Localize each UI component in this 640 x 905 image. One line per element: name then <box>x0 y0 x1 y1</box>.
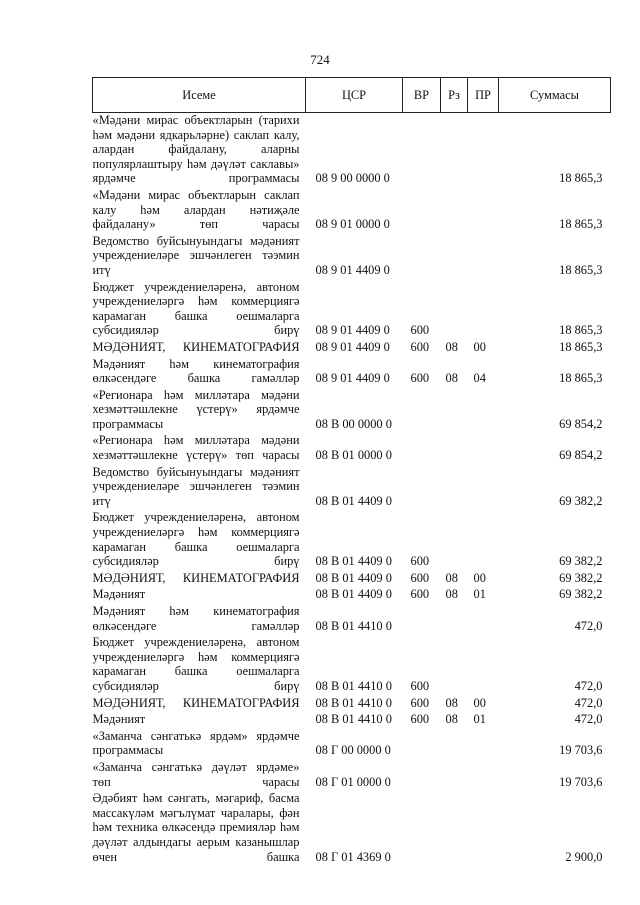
row-sum: 69 382,2 <box>559 493 603 508</box>
row-rz <box>441 791 468 866</box>
row-csr: 08 Г 01 4369 0 <box>315 849 391 864</box>
row-sum: 69 382,2 <box>559 587 603 602</box>
row-vr <box>403 433 441 464</box>
row-sum: 69 854,2 <box>559 416 603 431</box>
table-row <box>93 340 611 357</box>
row-vr: 600 <box>410 339 430 354</box>
row-csr: 08 9 01 4409 0 <box>315 339 390 354</box>
row-name: Бюджет учреждениеләренә, автоном учреждениеләргә һәм коммерциягә карамаган башка оешмаларга субсидияләр бирү <box>92 510 300 569</box>
row-pr: 00 <box>473 570 486 585</box>
row-vr <box>403 791 441 866</box>
row-sum: 2 900,0 <box>565 849 603 864</box>
budget-table <box>92 77 611 866</box>
table-row <box>93 791 611 866</box>
page-number: 724 <box>310 52 330 67</box>
row-rz: 08 <box>445 371 458 386</box>
header-name: Исеме <box>93 78 306 113</box>
row-pr <box>468 188 499 234</box>
table-header-row <box>93 78 611 113</box>
row-vr: 600 <box>410 323 430 338</box>
row-pr <box>468 510 499 570</box>
row-pr <box>468 433 499 464</box>
row-csr: 08 В 01 4410 0 <box>315 678 392 693</box>
row-pr <box>468 465 499 511</box>
row-sum: 69 382,2 <box>559 554 603 569</box>
row-pr: 04 <box>473 371 486 386</box>
header-sum: Суммасы <box>499 78 611 113</box>
row-rz: 08 <box>445 570 458 585</box>
row-sum: 18 865,3 <box>559 171 603 186</box>
row-vr: 600 <box>410 587 430 602</box>
row-pr: 01 <box>473 712 486 727</box>
row-rz <box>441 604 468 635</box>
row-csr: 08 Г 01 0000 0 <box>315 774 391 789</box>
header-vr: ВР <box>403 78 441 113</box>
table-row <box>93 712 611 729</box>
row-vr: 600 <box>410 695 430 710</box>
row-vr <box>403 465 441 511</box>
row-pr <box>468 280 499 340</box>
row-vr <box>403 729 441 760</box>
row-name: Бюджет учреждениеләренә, автоном учреждениеләргә һәм коммерциягә карамаган башка оешмаларга субсидияләр бирү <box>92 279 300 338</box>
row-csr: 08 В 01 4409 0 <box>315 570 392 585</box>
row-pr <box>468 760 499 791</box>
row-rz <box>441 635 468 695</box>
row-name: Бюджет учреждениеләренә, автоном учреждениеләргә һәм коммерциягә карамаган башка оешмаларга субсидияләр бирү <box>92 635 300 693</box>
row-name: «Регионара һәм милләтара мәдәни хезмәттәшлекне үстерү» төп чарасы <box>92 433 300 463</box>
row-sum: 472,0 <box>574 678 603 693</box>
row-name: Мәдәният һәм кинематография өлкәсендәге гамәлләр <box>92 604 300 633</box>
row-rz <box>441 465 468 511</box>
row-rz <box>441 510 468 570</box>
row-sum: 18 865,3 <box>559 323 603 338</box>
row-pr <box>468 113 499 188</box>
row-sum: 18 865,3 <box>559 262 603 277</box>
row-pr <box>468 234 499 280</box>
row-name: Ведомство буйсынуындагы мәдәният учреждениеләре эшчәнлеген тәэмин итү <box>92 464 300 508</box>
row-vr <box>403 234 441 280</box>
row-csr: 08 В 01 0000 0 <box>315 448 392 463</box>
row-sum: 69 854,2 <box>559 448 603 463</box>
row-sum: 18 865,3 <box>559 339 603 354</box>
row-vr: 600 <box>410 371 430 386</box>
table-row <box>93 188 611 234</box>
row-sum: 18 865,3 <box>559 371 603 386</box>
row-vr <box>403 113 441 188</box>
table-body <box>93 113 611 867</box>
table-row <box>93 571 611 588</box>
row-csr: 08 В 01 4410 0 <box>315 712 392 727</box>
row-pr <box>468 791 499 866</box>
row-name: Әдәбият һәм сәнгать, мәгариф, басма массакүләм мәгълүмат чаралары, фән һәм техника өлкәсендә премияләр һәм дәүләт алдындагы аерым казанышлар өчен башка <box>92 791 300 864</box>
row-pr <box>468 604 499 635</box>
row-rz <box>441 280 468 340</box>
row-name: «Мәдәни мирас объектларын саклап калу һәм алардан нәтиҗәле файдалану» төп чарасы <box>92 187 300 232</box>
row-rz <box>441 188 468 234</box>
row-rz: 08 <box>445 712 458 727</box>
table-row <box>93 280 611 340</box>
row-rz <box>441 760 468 791</box>
table-row <box>93 234 611 280</box>
row-sum: 472,0 <box>574 618 603 633</box>
row-csr: 08 9 00 0000 0 <box>315 171 390 186</box>
row-name: Мәдәният <box>92 587 146 602</box>
row-sum: 18 865,3 <box>559 217 603 232</box>
table-row <box>93 635 611 695</box>
row-rz <box>441 729 468 760</box>
row-name: МӘДӘНИЯТ, КИНЕМАТОГРАФИЯ <box>92 339 300 354</box>
row-name: МӘДӘНИЯТ, КИНЕМАТОГРАФИЯ <box>92 570 300 585</box>
row-name: «Заманча сәнгатькә ярдәм» ярдәмче программасы <box>92 728 300 758</box>
table-row <box>93 357 611 388</box>
row-sum: 69 382,2 <box>559 570 603 585</box>
table-row <box>93 510 611 570</box>
row-sum: 472,0 <box>574 712 603 727</box>
table-row <box>93 433 611 464</box>
row-vr: 600 <box>410 570 430 585</box>
row-sum: 19 703,6 <box>559 774 603 789</box>
row-csr: 08 В 01 4409 0 <box>315 493 392 508</box>
table-row <box>93 388 611 434</box>
table-row <box>93 729 611 760</box>
row-pr <box>468 388 499 434</box>
header-pr: ПР <box>468 78 499 113</box>
row-csr: 08 В 01 4410 0 <box>315 695 392 710</box>
row-vr <box>403 604 441 635</box>
row-csr: 08 В 00 0000 0 <box>315 416 392 431</box>
row-name: Ведомство буйсынуындагы мәдәният учреждениеләре эшчәнлеген тәэмин итү <box>92 233 300 277</box>
row-vr: 600 <box>410 712 430 727</box>
row-pr: 00 <box>473 339 486 354</box>
row-rz <box>441 388 468 434</box>
row-csr: 08 9 01 0000 0 <box>315 217 390 232</box>
row-vr <box>403 188 441 234</box>
table-row <box>93 465 611 511</box>
table-row <box>93 760 611 791</box>
table-row <box>93 696 611 713</box>
table-row <box>93 113 611 188</box>
row-pr: 00 <box>473 695 486 710</box>
row-csr: 08 Г 00 0000 0 <box>315 743 391 758</box>
row-name: «Регионара һәм милләтара мәдәни хезмәттәшлекне үстерү» ярдәмче программасы <box>92 387 300 431</box>
row-rz: 08 <box>445 695 458 710</box>
header-csr: ЦСР <box>306 78 403 113</box>
row-sum: 19 703,6 <box>559 743 603 758</box>
table-row <box>93 604 611 635</box>
row-sum: 472,0 <box>574 695 603 710</box>
row-pr <box>468 729 499 760</box>
row-name: «Заманча сәнгатькә дәүләт ярдәме» төп чарасы <box>92 759 300 789</box>
row-rz <box>441 234 468 280</box>
row-name: «Мәдәни мирас объектларын (тарихи һәм мәдәни ядкарьләрне) саклап калу, алардан файдалану, аларны популярлаштыру һәм дәүләт саклавы» ярдәмче программасы <box>92 113 300 186</box>
row-name: Мәдәният һәм кинематография өлкәсендәге башка гамәлләр <box>92 356 300 386</box>
row-csr: 08 9 01 4409 0 <box>315 323 390 338</box>
row-vr <box>403 760 441 791</box>
row-pr <box>468 635 499 695</box>
header-rz: Рз <box>441 78 468 113</box>
row-rz <box>441 433 468 464</box>
row-vr <box>403 388 441 434</box>
row-csr: 08 В 01 4409 0 <box>315 554 392 569</box>
row-name: Мәдәният <box>92 712 146 727</box>
row-pr: 01 <box>473 587 486 602</box>
row-vr: 600 <box>410 554 430 569</box>
row-name: МӘДӘНИЯТ, КИНЕМАТОГРАФИЯ <box>92 695 300 710</box>
row-csr: 08 В 01 4409 0 <box>315 587 392 602</box>
table-row <box>93 587 611 604</box>
row-vr: 600 <box>410 678 430 693</box>
row-csr: 08 9 01 4409 0 <box>315 371 390 386</box>
row-rz <box>441 113 468 188</box>
row-rz: 08 <box>445 587 458 602</box>
row-csr: 08 9 01 4409 0 <box>315 262 390 277</box>
row-csr: 08 В 01 4410 0 <box>315 618 392 633</box>
row-rz: 08 <box>445 339 458 354</box>
